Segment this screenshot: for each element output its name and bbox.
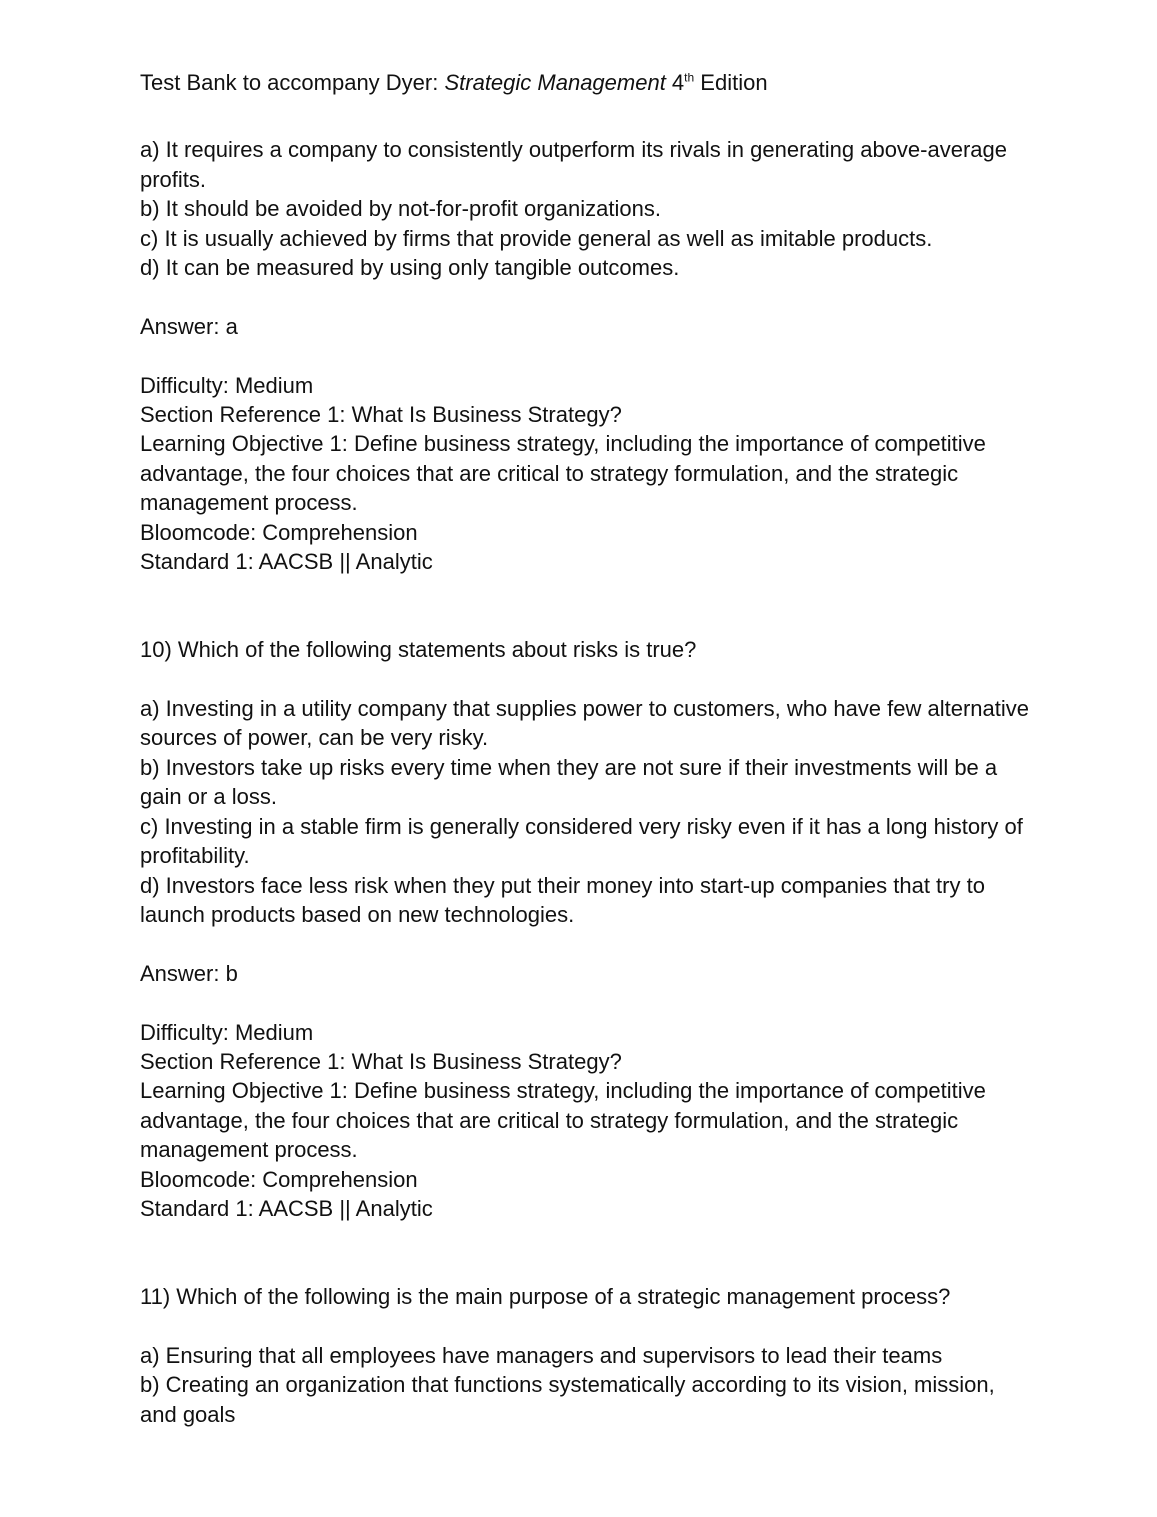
question-9 xyxy=(140,135,1030,576)
q9-learning-objective: Learning Objective 1: Define business strategy, including the importance of competitive advantage, the four choices that are critical to strategy formulation, and the strategic management process. xyxy=(140,431,986,516)
q9-bloomcode: Bloomcode: Comprehension xyxy=(140,519,418,545)
q10-learning-objective: Learning Objective 1: Define business strategy, including the importance of competitive advantage, the four choices that are critical to strategy formulation, and the strategic management process. xyxy=(140,1078,986,1163)
q9-option-a: a) It requires a company to consistently outperform its rivals in generating above-average profits. xyxy=(140,137,1007,192)
q10-standard: Standard 1: AACSB || Analytic xyxy=(140,1195,433,1221)
q10-option-c: c) Investing in a stable firm is generally considered very risky even if it has a long history of profitability. xyxy=(140,813,1023,869)
q9-option-c: c) It is usually achieved by firms that provide general as well as imitable products. xyxy=(140,225,933,251)
q9-standard: Standard 1: AACSB || Analytic xyxy=(140,549,433,575)
q9-section-reference: Section Reference 1: What Is Business Strategy? xyxy=(140,402,622,428)
q10-section-reference: Section Reference 1: What Is Business Strategy? xyxy=(140,1048,622,1074)
q10-bloomcode: Bloomcode: Comprehension xyxy=(140,1166,418,1192)
q11-option-a: a) Ensuring that all employees have managers and supervisors to lead their teams xyxy=(140,1342,943,1368)
q10-question: 10) Which of the following statements about risks is true? xyxy=(140,637,697,663)
q11-option-b: b) Creating an organization that functions systematically according to its vision, mission, and goals xyxy=(140,1372,995,1427)
header-book-title: Strategic Management xyxy=(444,70,666,95)
page-header xyxy=(140,68,1030,97)
header-edition-sup: th xyxy=(684,70,695,85)
header-prefix: Test Bank to accompany Dyer: xyxy=(140,70,445,95)
q9-option-d: d) It can be measured by using only tangible outcomes. xyxy=(140,255,680,281)
q9-difficulty: Difficulty: Medium xyxy=(140,372,314,398)
q9-answer: Answer: a xyxy=(140,313,238,339)
question-11 xyxy=(140,1282,1030,1429)
q10-answer: Answer: b xyxy=(140,960,238,986)
q10-option-b: b) Investors take up risks every time when they are not sure if their investments will be a gain or a loss. xyxy=(140,754,998,810)
q10-option-a: a) Investing in a utility company that supplies power to customers, who have few alternative sources of power, can be very risky. xyxy=(140,696,1030,751)
q10-difficulty: Difficulty: Medium xyxy=(140,1019,314,1045)
q9-option-b: b) It should be avoided by not-for-profit organizations. xyxy=(140,196,661,222)
header-edition-number: 4 xyxy=(665,70,685,95)
header-edition-word: Edition xyxy=(694,70,768,95)
document-page xyxy=(140,68,1030,1429)
q11-question: 11) Which of the following is the main purpose of a strategic management process? xyxy=(140,1284,951,1310)
q10-option-d: d) Investors face less risk when they put their money into start-up companies that try to launch products based on new technologies. xyxy=(140,872,985,927)
question-10 xyxy=(140,635,1030,1223)
